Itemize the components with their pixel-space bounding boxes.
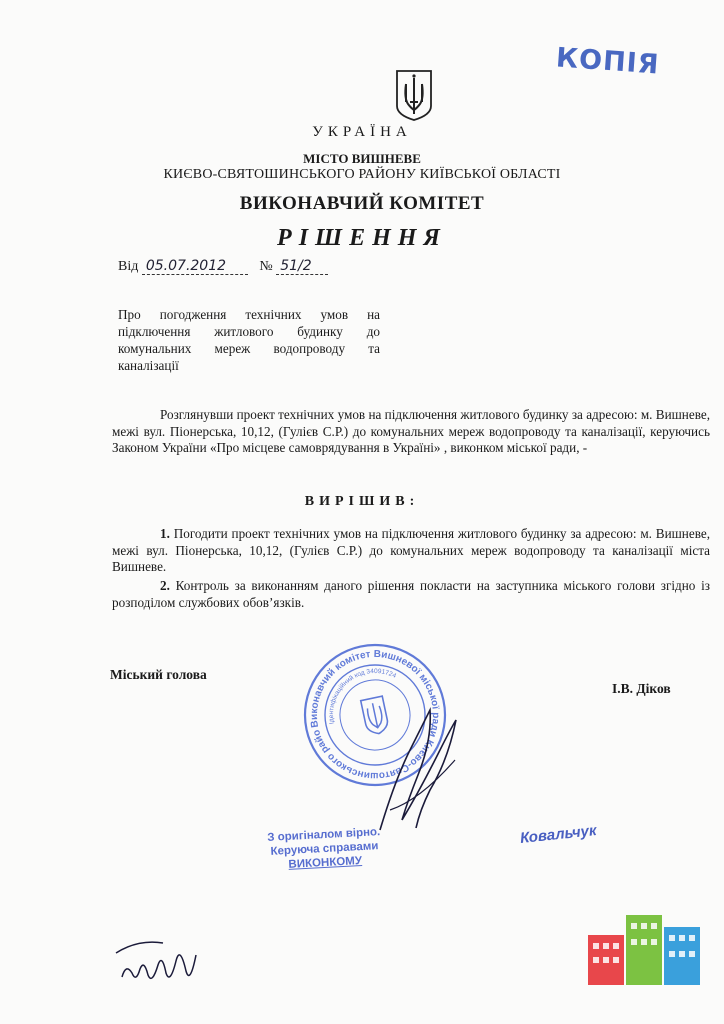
certification-stamp — [267, 825, 382, 873]
item-text: Контроль за виконанням даного рішення покласти на заступника міського голови згідно із розподілом службових обов’язків. — [112, 578, 710, 610]
cert-line-2: Керуюча справами — [270, 840, 379, 858]
item-number: 1. — [160, 526, 170, 541]
seal-outer-text: Виконавчий комітет Вишневої міської ради Києво-Святошинського району — [308, 648, 442, 782]
certifier-name: Ковальчук — [519, 822, 598, 847]
item-number: 2. — [160, 578, 170, 593]
signature-mayor — [360, 690, 470, 840]
committee-title: ВИКОНАВЧИЙ КОМІТЕТ — [239, 193, 485, 214]
decision-subject: Про погодження технічних умов на підключення житлового будинку до комунальних мереж водопроводу та каналізації — [118, 307, 380, 373]
copy-stamp: КОПІЯ — [555, 42, 661, 81]
decision-item-1 — [112, 526, 710, 576]
coat-of-arms-icon — [394, 68, 434, 122]
decided-heading: ВИРІШИВ: — [304, 494, 420, 509]
country-name: УКРАЇНА — [312, 124, 412, 140]
signatory-title: Міський голова — [110, 667, 207, 682]
signatory-name: І.В. Діков — [612, 681, 671, 696]
date-line — [118, 258, 328, 275]
cert-line-1: З оригіналом вірно. — [267, 826, 381, 844]
number-label: № — [259, 259, 273, 274]
signature-certifier — [108, 925, 218, 995]
decision-number: 51/2 — [276, 258, 328, 275]
date-from-label: Від — [118, 259, 139, 274]
cert-line-3: ВИКОНКОМУ — [288, 855, 363, 871]
city-name: МІСТО ВИШНЕВЕ — [303, 151, 421, 166]
item-text: Погодити проект технічних умов на підключення житлового будинку за адресою: м. Вишневе, межі вул. Піонерська, 10,12, (Гулієв С.Р.) до комунальних мереж водопроводу та каналізації міста Вишневе. — [112, 526, 711, 574]
decision-date: 05.07.2012 — [142, 258, 248, 275]
seal-inner-text: Ідентифікаційний код 34091724 — [327, 667, 398, 725]
decision-item-2 — [112, 578, 710, 611]
document-type: РІШЕННЯ — [277, 225, 447, 251]
district-name: КИЄВО-СВЯТОШИНСЬКОГО РАЙОНУ КИЇВСЬКОЇ ОБЛАСТІ — [163, 167, 561, 182]
intro-paragraph: Розглянувши проект технічних умов на підключення житлового будинку за адресою: м. Вишневе, межі вул. Піонерська, 10,12, (Гулієв С.Р.) до комунальних мереж водопроводу та каналізації, керуючись Законом України «Про місцеве самоврядування в Україні» , виконком міської ради, - — [112, 407, 710, 455]
building-logo-icon — [588, 913, 702, 985]
